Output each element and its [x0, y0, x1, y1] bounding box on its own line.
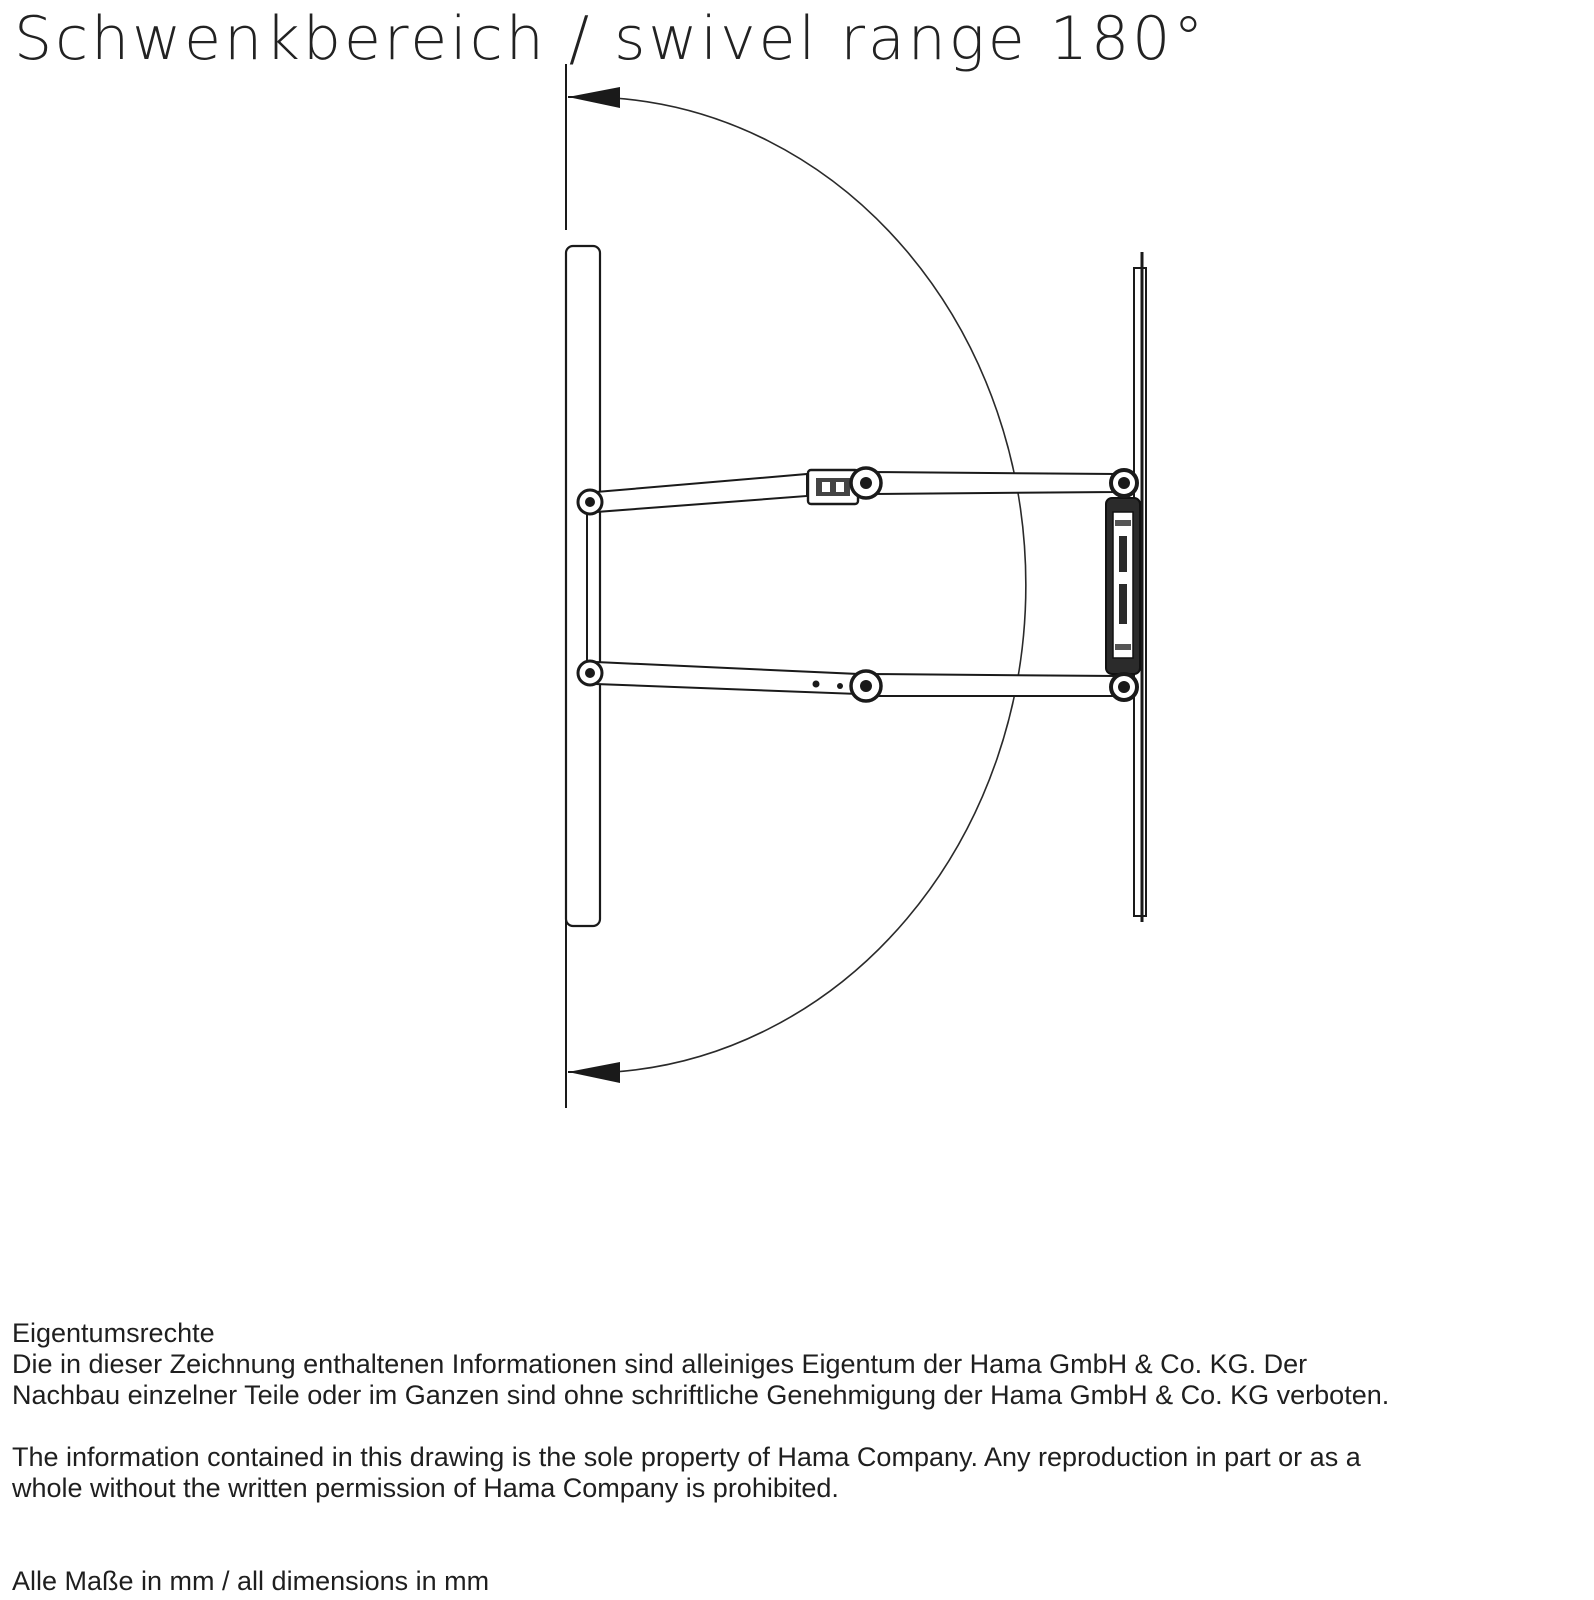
left-plate	[566, 246, 600, 926]
notice-heading: Eigentumsrechte	[12, 1318, 215, 1348]
notice-german-line-2: Nachbau einzelner Teile oder im Ganzen sind ohne schriftliche Genehmigung der Hama GmbH & Co. KG verboten.	[12, 1380, 1390, 1410]
pivot-lower-left	[578, 661, 602, 685]
notice-english-line-2: whole without the written permission of Hama Company is prohibited.	[12, 1473, 839, 1503]
swivel-arc	[614, 98, 1026, 1072]
pivot-upper-right	[1111, 470, 1137, 496]
drawing-title: Schwenkbereich / swivel range 180°	[14, 4, 1207, 74]
upper-arm-inner	[596, 474, 807, 512]
upper-arm-outer	[868, 472, 1116, 494]
pivot-upper-middle	[851, 468, 881, 498]
units-note: Alle Maße in mm / all dimensions in mm	[12, 1566, 490, 1596]
notice-english-line-1: The information contained in this drawing is the sole property of Hama Company. Any reproduction in part or as a	[12, 1442, 1361, 1472]
notice-german-line-1: Die in dieser Zeichnung enthaltenen Informationen sind alleiniges Eigentum der Hama GmbH & Co. KG. Der	[12, 1349, 1308, 1379]
pivot-lower-right	[1111, 674, 1137, 700]
pivot-lower-middle	[851, 671, 881, 701]
pivot-upper-left	[578, 490, 602, 514]
lower-arm-outer	[868, 674, 1116, 696]
ownership-notice	[12, 1318, 1582, 1504]
lower-arm-inner	[596, 662, 858, 694]
